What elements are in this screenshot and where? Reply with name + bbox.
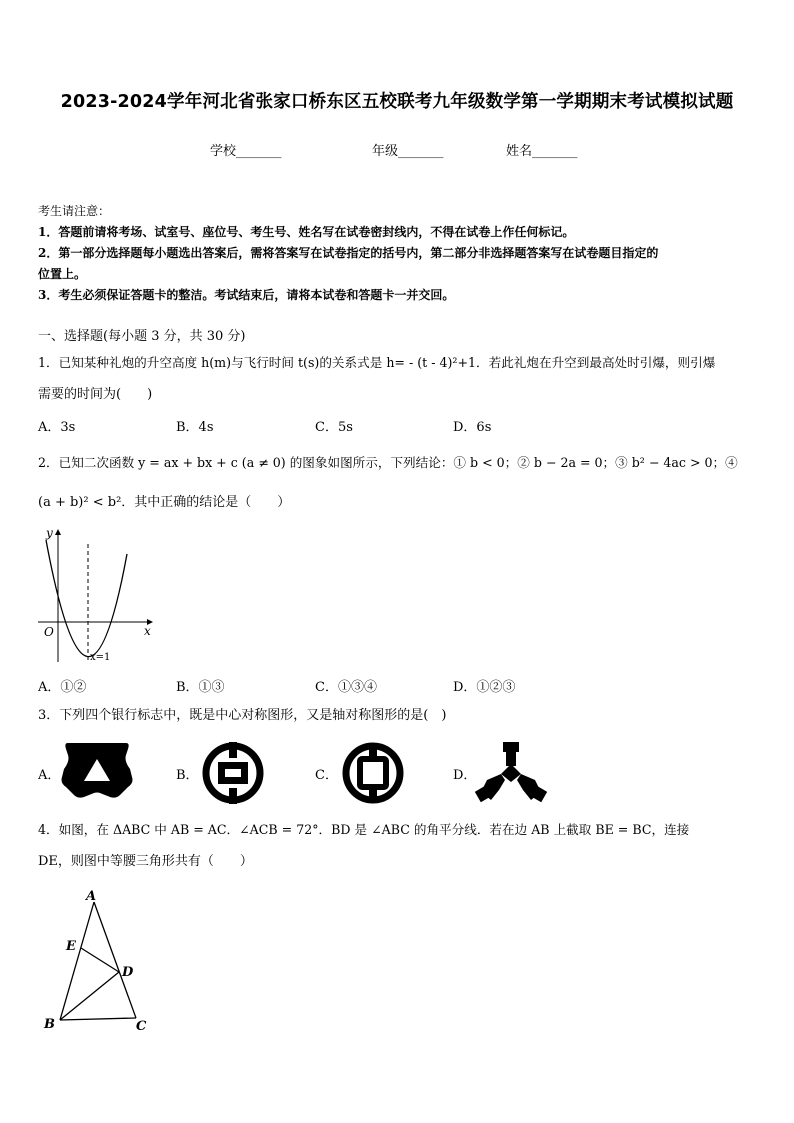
point-b-label: B [44,1017,55,1032]
point-c-label: C [136,1019,147,1034]
q3-option-a-label[interactable]: A． [38,768,61,783]
symmetry-axis-label: x=1 [90,652,111,663]
q1-stem-line1: 1．已知某种礼炮的升空高度 h(m)与飞行时间 t(s)的关系式是 h= - (t - 4)²+1．若此礼炮在升空到最高处时引爆，则引爆 [38,355,716,370]
q2-option-a[interactable]: A．①② [38,680,87,695]
coin-logo-icon[interactable] [340,740,406,806]
segment-bd [60,972,119,1020]
segment-bc [60,1018,136,1020]
point-d-label: D [122,965,134,980]
grade-field[interactable]: 年级_______ [372,144,444,159]
notice-item-2-cont: 位置上。 [38,267,87,281]
q3-option-c-label[interactable]: C． [315,768,338,783]
q1-option-b[interactable]: B．4s [176,420,214,435]
notice-item-3: 3．考生必须保证答题卡的整洁。考试结束后，请将本试卷和答题卡一并交回。 [38,288,455,302]
x-axis-label: x [144,624,151,638]
segment-de [81,948,119,972]
q3-option-d-label[interactable]: D． [453,768,477,783]
notice-item-1: 1．答题前请将考场、试室号、座位号、考生号、姓名写在试卷密封线内，不得在试卷上作任何标记。 [38,225,575,239]
name-field[interactable]: 姓名_______ [506,144,578,159]
q1-option-a[interactable]: A．3s [38,420,76,435]
q1-option-d[interactable]: D．6s [453,420,492,435]
q1-option-c[interactable]: C．5s [315,420,353,435]
trefoil-logo-icon[interactable] [475,740,547,804]
point-e-label: E [66,939,76,954]
q4-stem-line2: DE，则图中等腰三角形共有（ ） [38,854,253,869]
school-field[interactable]: 学校_______ [210,144,282,159]
notice-heading: 考生请注意： [38,204,111,218]
segment-ab [60,902,94,1020]
notice-item-2: 2．第一部分选择题每小题选出答案后，需将答案写在试卷指定的括号内，第二部分非选择题答案写在试卷题目指定的 [38,246,659,260]
origin-label: O [44,625,54,639]
q2-option-d[interactable]: D．①②③ [453,680,516,695]
triangle-logo-icon[interactable] [60,741,134,801]
q2-stem-line2: (a + b)² < b²．其中正确的结论是（ ） [38,495,291,510]
bank-logo-b-icon[interactable] [200,740,266,806]
q3-option-b-label[interactable]: B． [176,768,199,783]
notice-block [38,201,758,306]
q3-stem: 3．下列四个银行标志中，既是中心对称图形，又是轴对称图形的是( ) [38,708,447,723]
y-axis-label: y [46,526,53,540]
q2-option-b[interactable]: B．①③ [176,680,225,695]
q4-stem-line1: 4．如图，在 ΔABC 中 AB = AC．∠ACB = 72°．BD 是 ∠ABC 的角平分线．若在边 AB 上截取 BE = BC，连接 [38,822,690,837]
q2-stem-line1: 2．已知二次函数 y = ax + bx + c (a ≠ 0) 的图象如图所示，下列结论：① b < 0；② b − 2a = 0；③ b² − 4ac > 0；④ [38,455,738,470]
triangle-diagram [40,888,160,1038]
q2-option-c[interactable]: C．①③④ [315,680,377,695]
point-a-label: A [86,889,97,904]
q1-stem-line2: 需要的时间为( ) [38,387,153,402]
page-title: 2023-2024学年河北省张家口桥东区五校联考九年级数学第一学期期末考试模拟试题 [60,92,734,112]
section-heading: 一、选择题(每小题 3 分，共 30 分) [38,329,246,344]
parabola-graph [34,522,164,666]
